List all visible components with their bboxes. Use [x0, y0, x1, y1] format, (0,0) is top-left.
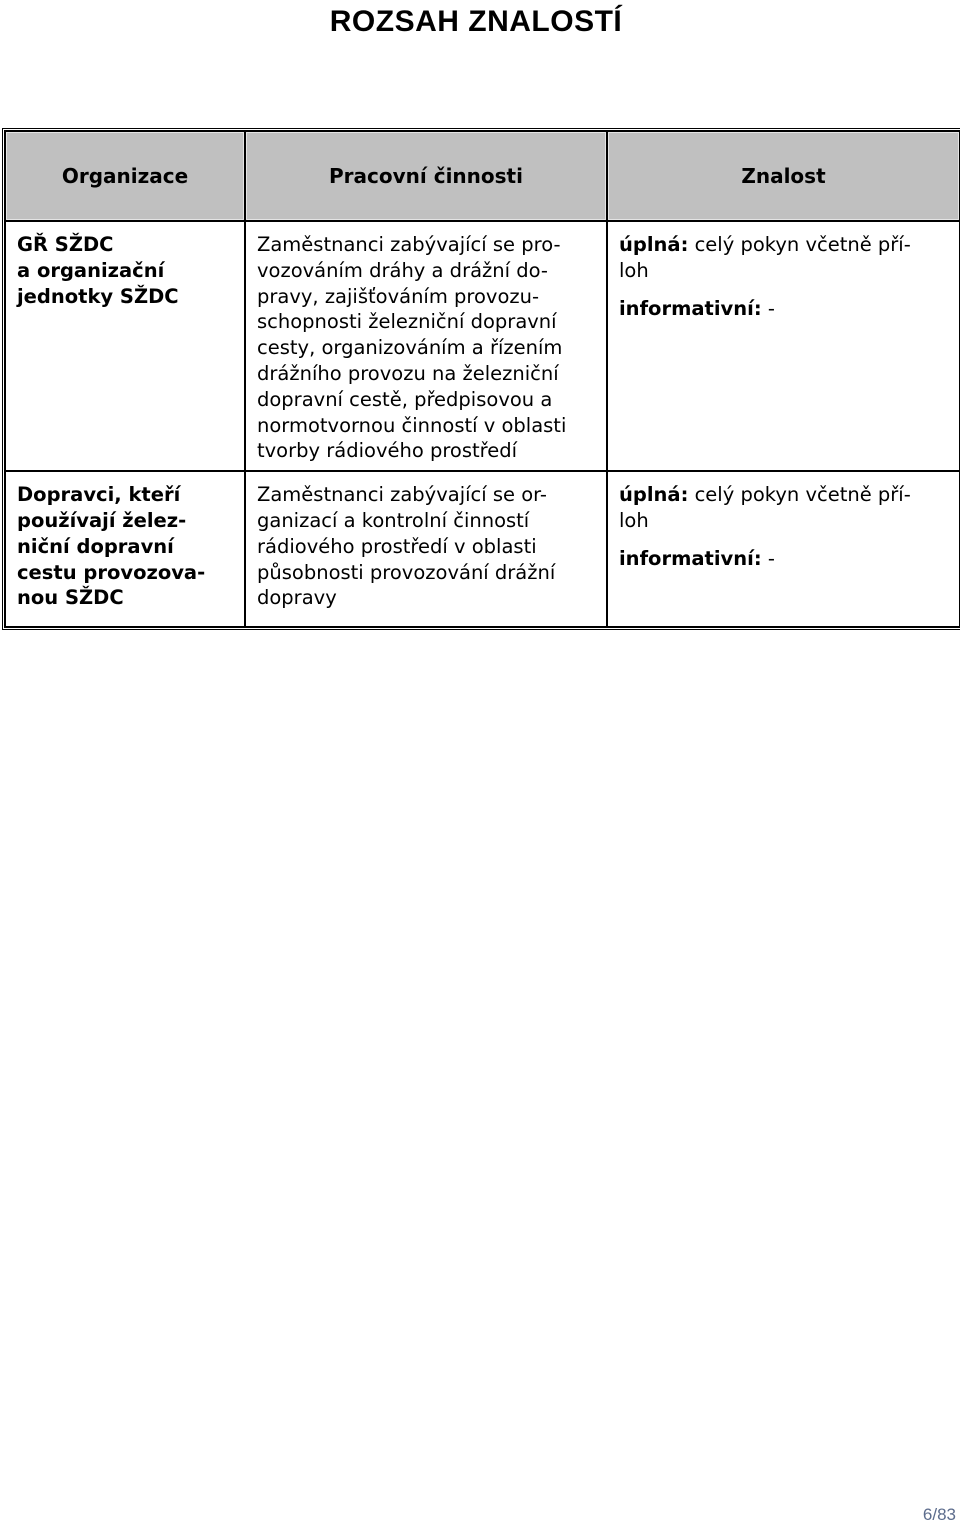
knowledge-full-label: úplná:: [619, 483, 689, 507]
organization-cell: [5, 221, 245, 471]
activities-cell: [245, 471, 607, 627]
knowledge-full: [619, 482, 949, 534]
knowledge-info-value: -: [761, 546, 775, 570]
knowledge-cell: [607, 471, 960, 627]
page-title: ROZSAH ZNALOSTÍ: [329, 5, 623, 38]
header-knowledge: Znalost: [607, 131, 960, 221]
knowledge-info-value: -: [761, 296, 775, 320]
header-organization: Organizace: [5, 131, 245, 221]
knowledge-info-label: informativní:: [619, 546, 762, 570]
knowledge-full-label: úplná:: [619, 233, 689, 256]
knowledge-info-label: informativní:: [619, 296, 762, 320]
activities-cell: [245, 221, 607, 471]
activities-text: Zaměstnanci zabývající se or- ganizací a kontrolní činností rádiového prostředí v oblasti působnosti provozování drážní dopravy: [257, 483, 556, 610]
knowledge-full-value: celý pokyn včetně pří- loh: [619, 233, 911, 282]
organization-cell: [5, 471, 245, 627]
knowledge-info: [619, 546, 949, 572]
table-row: [5, 471, 960, 627]
knowledge-full-value: celý pokyn včetně pří- loh: [619, 483, 911, 532]
table-row: [5, 221, 960, 471]
header-activities: Pracovní činnosti: [245, 131, 607, 221]
page-number: 6/83: [922, 1505, 956, 1524]
activities-text: Zaměstnanci zabývající se pro- vozováním dráhy a drážní do- pravy, zajišťováním provozu- schopnosti železniční dopravní cesty, organizováním a řízením drážního provozu na železniční dopravní cestě, předpisovou a normotvornou činností v oblasti tvorby rádiového prostředí: [257, 233, 567, 463]
organization-text: Dopravci, kteří používají želez- niční dopravní cestu provozova- nou SŽDC: [17, 483, 206, 610]
table-header-row: [5, 131, 960, 221]
organization-text: GŘ SŽDC a organizační jednotky SŽDC: [17, 233, 179, 308]
knowledge-full: [619, 232, 949, 284]
knowledge-scope-table: [2, 128, 960, 630]
knowledge-info: [619, 296, 949, 322]
knowledge-cell: [607, 221, 960, 471]
